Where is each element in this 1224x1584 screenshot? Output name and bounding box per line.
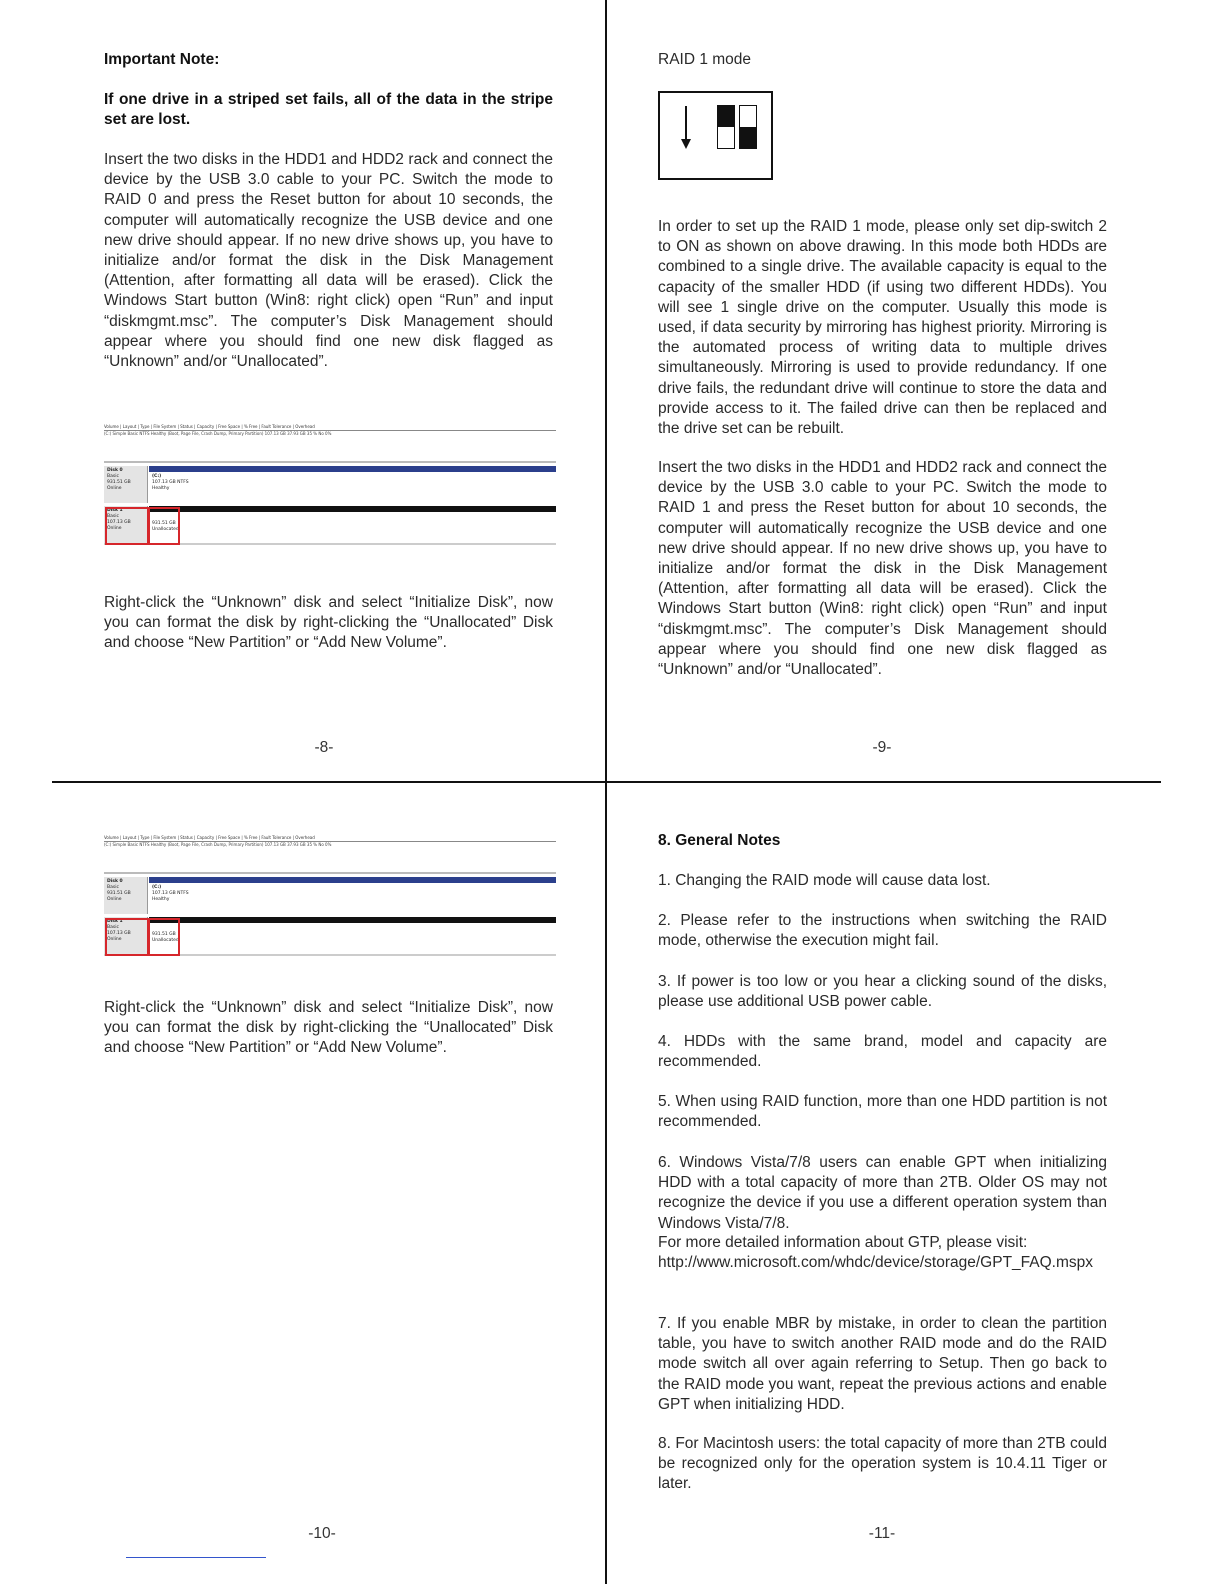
initialize-disk-paragraph: Right-click the “Unknown” disk and select “Initialize Disk”, now you can format the disk by right-clicking the “Unallocated” Disk and choose “New Partition” or “Add New Volume”. [104,594,553,652]
dm-column-header: Volume | Layout | Type | File System | Status | Capacity | Free Space | % Free | Fault Tolerance | Overhead [104,423,556,431]
dm-disk0-volume-name: (C:) [152,474,162,479]
dm2-disk1-volume-size: 931.51 GB [152,932,176,937]
dm2-disk0-volume-size: 107.13 GB NTFS [152,891,189,896]
dip-switch-2 [739,105,757,149]
dip-switch-diagram [658,91,773,180]
striped-set-warning: If one drive in a striped set fails, all of the data in the stripe set are lost. [104,91,553,129]
dm-disk0-size: 931.51 GB [107,480,131,485]
dm2-disk0-name: Disk 0 [107,879,123,884]
general-note-6-more: For more detailed information about GTP, please visit: [658,1234,1028,1251]
raid1-insert-paragraph: Insert the two disks in the HDD1 and HDD2 rack and connect the device by the USB 3.0 cable to your PC. Switch the mode to RAID 1 and press the Reset button for about 10 seconds, the computer will automatically recognize the USB device and one new drive should appear. If no new drive shows up, you have to initialize and/or format the disk in the Disk Management (Attention, after formatting all data will be erased). Click the Windows Start button (Win8: right click) open “Run” and input “diskmgmt.msc”. The computer’s Disk Management should appear where you should find one new disk flagged as “Unknown” and/or “Unallocated”. [658,459,1107,679]
dm-disk0-volume-size: 107.13 GB NTFS [152,480,189,485]
dm-disk0-status: Online [107,486,122,491]
raid1-description-paragraph: In order to set up the RAID 1 mode, please only set dip-switch 2 to ON as shown on above drawing. In this mode both HDDs are combined to a single drive. The available capacity is equal to the capacity of the smaller HDD (if using two different HDDs). You will see 1 single drive on the computer. Usually this mode is used, if data security by mirroring has highest priority. Mirroring is the automated process of writing data to multiple drives simultaneously. Mirroring is used to provide redundancy. If one drive fails, the redundant drive will continue to store the data and provide access to it. The failed drive can then be replaced and the drive set can be rebuilt. [658,218,1107,438]
dip-switch-1 [717,105,735,149]
general-note-3: 3. If power is too low or you hear a clicking sound of the disks, please use additional USB power cable. [658,973,1107,1011]
general-note-6: 6. Windows Vista/7/8 users can enable GPT when initializing HDD with a total capacity of more than 2TB. Older OS may not recognize the device if you use a different operation system than Windows Vista/7/8. [658,1154,1107,1232]
dm-disk1-volume-status: Unallocated [152,527,179,532]
dm-disk0-volume-status: Healthy [152,486,170,491]
dm2-disk1-type: Basic [107,925,119,930]
general-note-7: 7. If you enable MBR by mistake, in order to clean the partition table, you have to switch another RAID mode and do the RAID mode switch all over again referring to Setup. Then go back to the RAID mode you want, repeat the previous actions and enable GPT when initializing HDD. [658,1315,1107,1413]
dm-disk0-type: Basic [107,474,119,479]
dm-disk0-volume [152,474,189,492]
unknown-disk-highlight-2 [105,918,149,956]
dm2-disk0-volume [152,885,189,903]
raid0-insert-paragraph: Insert the two disks in the HDD1 and HDD2 rack and connect the device by the USB 3.0 cable to your PC. Switch the mode to RAID 0 and press the Reset button for about 10 seconds, the computer will automatically recognize the USB device and one new drive should appear. If no new drive shows up, you have to initialize and/or format the disk in the Disk Management (Attention, after formatting all data will be erased). Click the Windows Start button (Win8: right click) open “Run” and input “diskmgmt.msc”. The computer’s Disk Management should appear where you should find one new disk flagged as “Unknown” and/or “Unallocated”. [104,151,553,371]
dm-disk1-size: 107.13 GB [107,520,131,525]
gpt-faq-link[interactable]: http://www.microsoft.com/whdc/device/storage/GPT_FAQ.mspx [658,1254,1094,1271]
dm2-disk0-volume-bar [149,877,556,883]
general-note-2: 2. Please refer to the instructions when switching the RAID mode, otherwise the execution might fail. [658,912,1107,950]
dm-disk0-label [104,466,148,503]
page-number-9: -9- [872,739,892,756]
arrow-head-icon [681,139,691,149]
unknown-disk-highlight [105,507,149,545]
horizontal-page-divider [52,781,1161,783]
dip-switch-1-knob [718,106,734,127]
general-note-1: 1. Changing the RAID mode will cause data lost. [658,872,991,889]
dm2-separator [104,872,556,874]
dm-disk1-name: Disk 1 [107,508,123,513]
vertical-page-divider [605,0,607,1584]
general-note-4: 4. HDDs with the same brand, model and capacity are recommended. [658,1033,1107,1071]
disk-management-screenshot [104,421,556,548]
dm2-disk0-volume-status: Healthy [152,897,170,902]
dm2-disk0-size: 931.51 GB [107,891,131,896]
unallocated-highlight-2 [148,918,180,956]
dm2-disk0-type: Basic [107,885,119,890]
general-note-8: 8. For Macintosh users: the total capacity of more than 2TB could be recognized only for the operation system is 10.4.11 Tiger or later. [658,1435,1107,1493]
dm2-disk1-volume-status: Unallocated [152,938,179,943]
dm-disk1-volume-bar [149,506,556,512]
dm-disk1-status: Online [107,526,122,531]
dm-disk0-volume-bar [149,466,556,472]
disk-management-screenshot-2 [104,832,556,959]
general-note-5: 5. When using RAID function, more than one HDD partition is not recommended. [658,1093,1107,1131]
dm2-disk1-status: Online [107,937,122,942]
dm2-disk1-name: Disk 1 [107,919,123,924]
dm-separator [104,461,556,463]
page-number-11: -11- [868,1525,896,1542]
general-notes-heading: 8. General Notes [658,832,781,849]
dm2-disk0-volume-name: (C:) [152,885,162,890]
dm-disk0-name: Disk 0 [107,468,123,473]
dm2-disk0-status: Online [107,897,122,902]
dip-switch-2-knob [740,127,756,148]
link-underline [126,1557,266,1558]
down-arrow-icon [685,106,687,142]
dm-disk1-type: Basic [107,514,119,519]
unallocated-highlight [148,507,180,545]
dm2-volume-row: (C:) Simple Basic NTFS Healthy (Boot, Page File, Crash Dump, Primary Partition) 107.13 GB 37.93 GB 35 % No 0% [104,842,332,847]
important-note-heading: Important Note: [104,51,220,68]
initialize-disk-paragraph-2: Right-click the “Unknown” disk and select “Initialize Disk”, now you can format the disk by right-clicking the “Unallocated” Disk and choose “New Partition” or “Add New Volume”. [104,999,553,1057]
dm2-disk1-volume-bar [149,917,556,923]
dm-volume-row: (C:) Simple Basic NTFS Healthy (Boot, Page File, Crash Dump, Primary Partition) 107.13 GB 37.93 GB 35 % No 0% [104,431,332,436]
page-number-10: -10- [308,1525,336,1542]
page-number-8: -8- [314,739,334,756]
raid1-mode-label: RAID 1 mode [658,51,752,68]
dm2-disk1-size: 107.13 GB [107,931,131,936]
dm2-disk0-label [104,877,148,914]
dm2-column-header: Volume | Layout | Type | File System | Status | Capacity | Free Space | % Free | Fault Tolerance | Overhead [104,834,556,842]
dm-disk1-volume-size: 931.51 GB [152,521,176,526]
